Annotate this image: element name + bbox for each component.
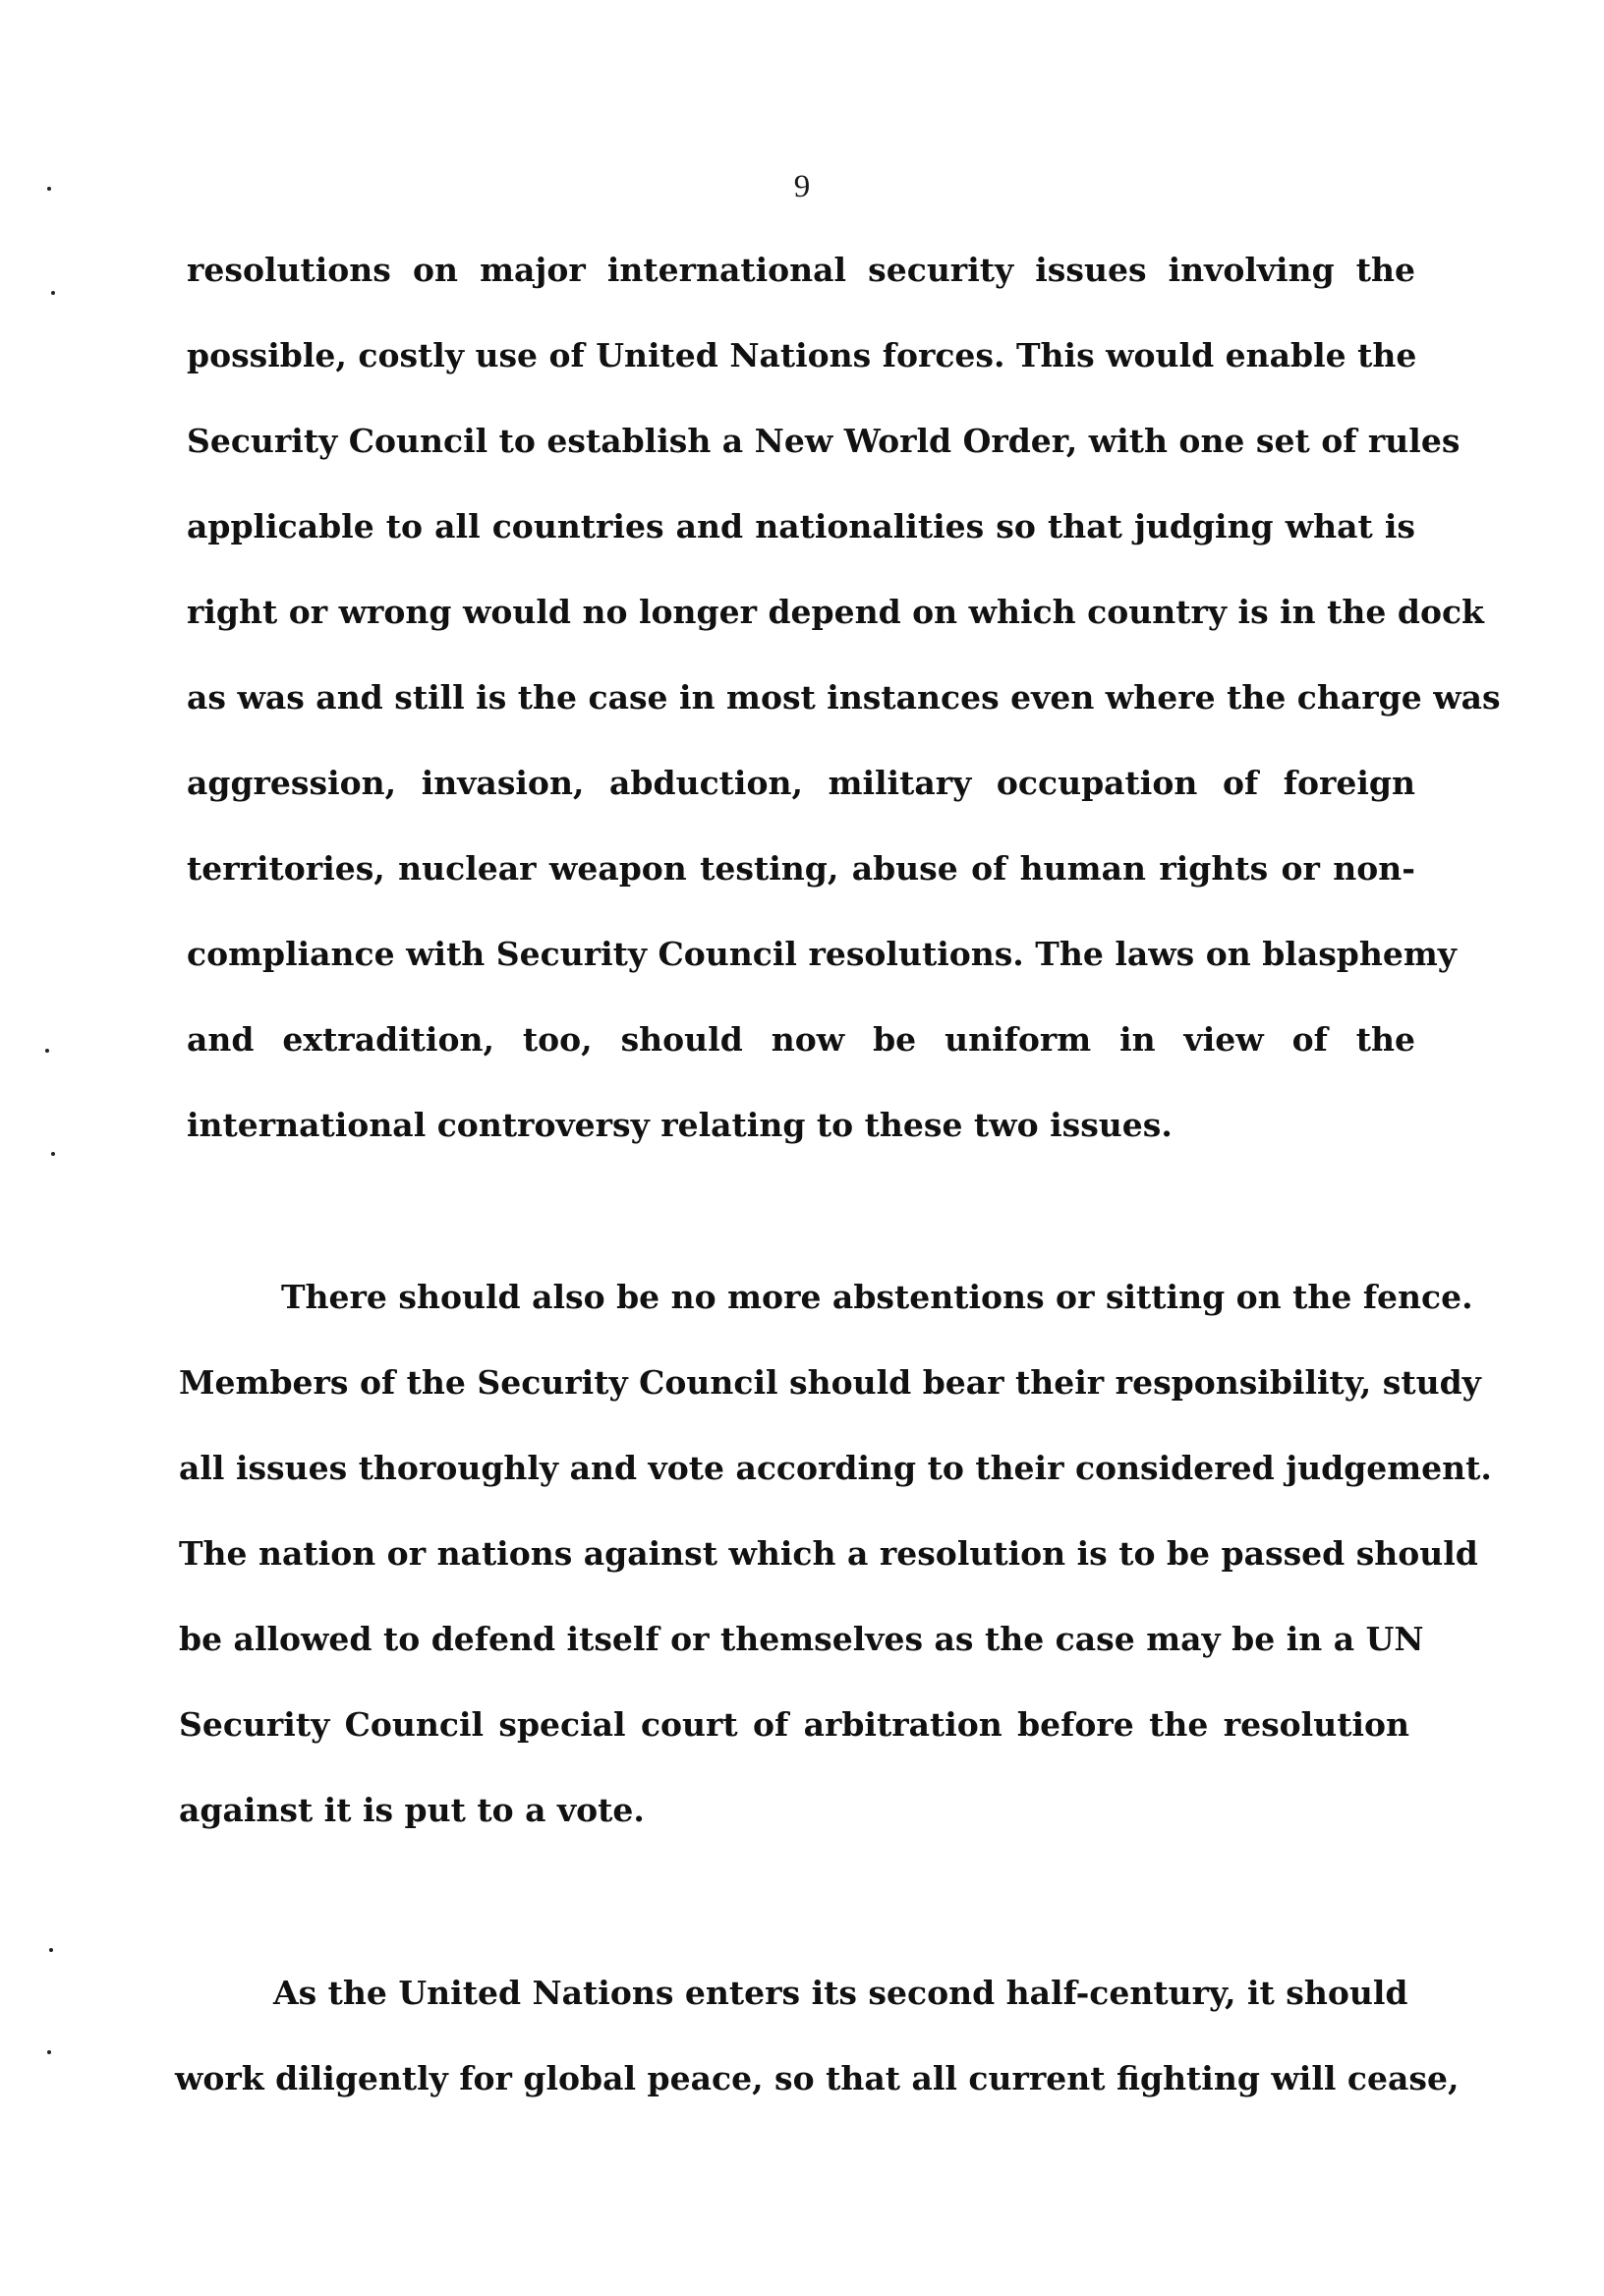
- text-line: be allowed to defend itself or themselves as the case may be in a UN: [179, 1620, 1424, 1658]
- text-line: The nation or nations against which a resolution is to be passed should: [179, 1534, 1478, 1573]
- text-line: possible, costly use of United Nations forces. This would enable the: [187, 336, 1417, 374]
- text-line: territories, nuclear weapon testing, abuse of human rights or non-: [187, 849, 1415, 888]
- margin-dot: [49, 1948, 53, 1952]
- text-line: As the United Nations enters its second half-century, it should: [273, 1974, 1408, 2012]
- text-line: There should also be no more abstentions or sitting on the fence.: [281, 1278, 1473, 1316]
- margin-dot: [51, 291, 55, 295]
- text-line: resolutions on major international security issues involving the: [187, 251, 1415, 289]
- text-line: Members of the Security Council should bear their responsibility, study: [179, 1363, 1481, 1402]
- text-line: Security Council special court of arbitration before the resolution: [179, 1705, 1409, 1744]
- margin-dot: [51, 1152, 55, 1156]
- text-line: against it is put to a vote.: [179, 1791, 645, 1829]
- text-line: work diligently for global peace, so that all current fighting will cease,: [175, 2059, 1460, 2097]
- text-line: as was and still is the case in most instances even where the charge was: [187, 678, 1501, 717]
- text-line: all issues thoroughly and vote according to their considered judgement.: [179, 1449, 1492, 1487]
- text-line: right or wrong would no longer depend on which country is in the dock: [187, 593, 1484, 631]
- margin-dot: [47, 2050, 51, 2054]
- margin-dot: [45, 1049, 49, 1053]
- text-line: applicable to all countries and nationalities so that judging what is: [187, 507, 1415, 545]
- text-line: Security Council to establish a New World Order, with one set of rules: [187, 422, 1461, 460]
- text-line: international controversy relating to these two issues.: [187, 1106, 1173, 1144]
- page-number: 9: [793, 169, 811, 204]
- text-line: and extradition, too, should now be uniform in view of the: [187, 1020, 1415, 1059]
- text-line: aggression, invasion, abduction, military occupation of foreign: [187, 764, 1415, 802]
- text-line: compliance with Security Council resolutions. The laws on blasphemy: [187, 935, 1457, 973]
- margin-dot: [47, 187, 51, 191]
